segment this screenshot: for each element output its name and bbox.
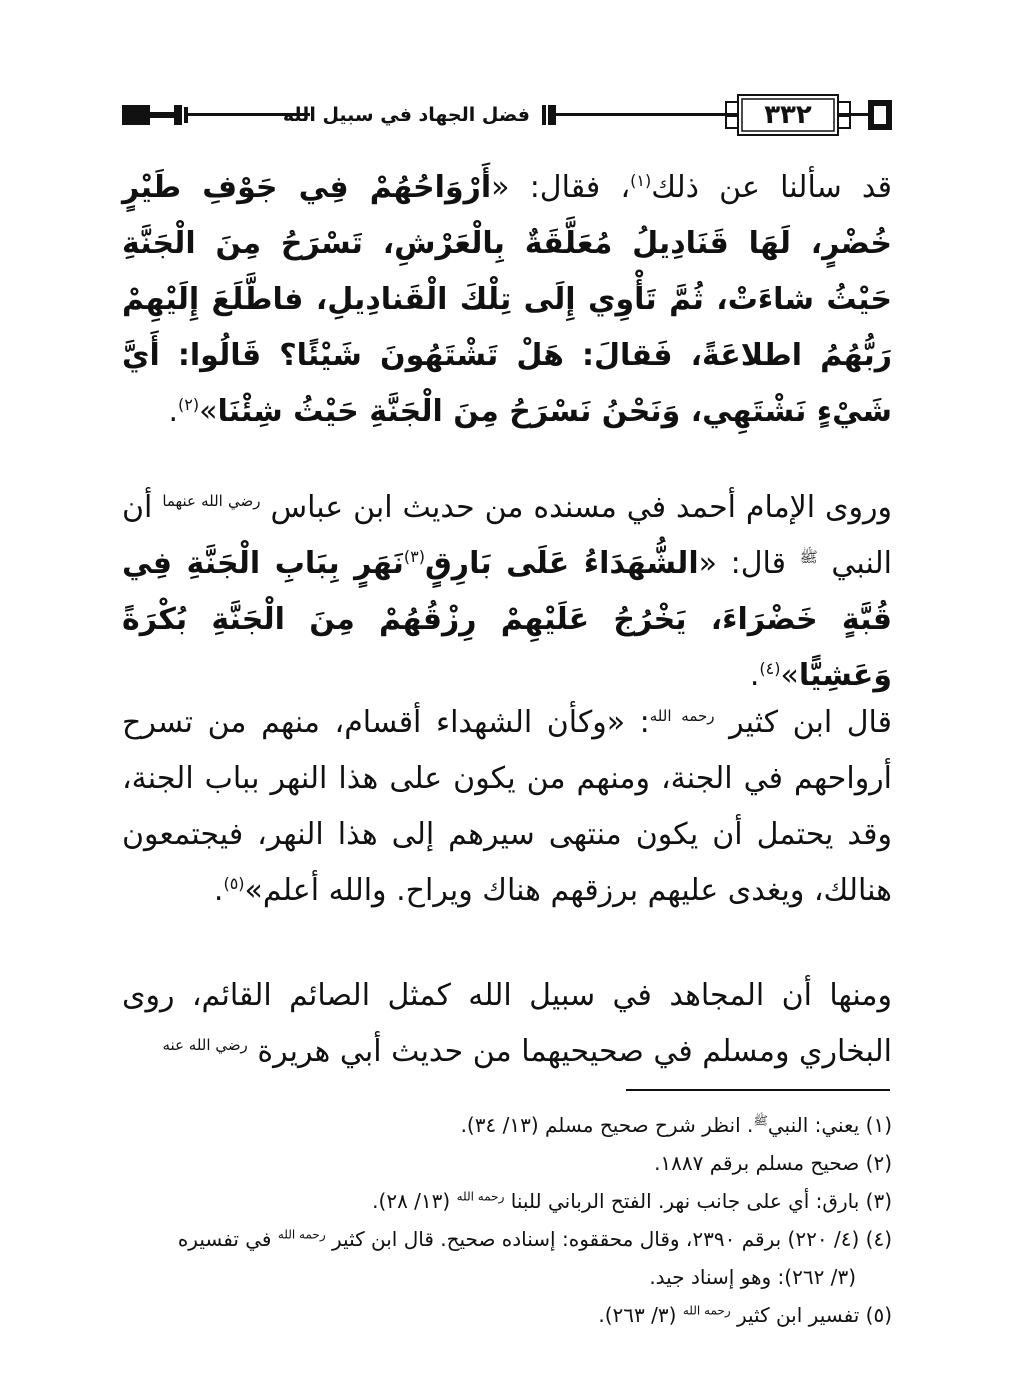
footnote-number: (٤): [865, 1227, 892, 1251]
footnote-5: [122, 1296, 892, 1334]
footnote-text: تفسير ابن كثير: [736, 1303, 860, 1327]
honorific-radiallahu-anhuma: رضي الله عنهما: [162, 492, 261, 510]
p1-end: .: [168, 394, 178, 429]
footnote-number: (١): [865, 1113, 892, 1137]
footnote-4: [122, 1220, 892, 1296]
footnote-text: (٤/ ٢٢٠) برقم ٢٣٩٠، وقال محققوه: إسناده صحيح. قال ابن كثير: [332, 1227, 860, 1251]
honorific-rahimahullah: رحمه الله: [649, 707, 715, 725]
p2-said: قال: «: [698, 546, 786, 581]
p2-intro: وروى الإمام أحمد في مسنده من حديث ابن عباس: [270, 490, 892, 525]
footnote-text: . انظر شرح صحيح مسلم (١٣/ ٣٤).: [460, 1113, 754, 1137]
p2-close: »: [780, 658, 799, 693]
p1-said: ، فقال: «: [491, 170, 631, 205]
p4-text: ومنها أن المجاهد في سبيل الله كمثل الصائم القائم، روى البخاري ومسلم في صحيحيهما من حديث أبي هريرة: [122, 978, 892, 1069]
p2-quote-b: نَهَرٍ بِبَابِ الْجَنَّةِ فِي قُبَّةٍ خَضْرَاءَ، يَخْرُجُ عَلَيْهِمْ رِزْقُهُمْ مِنَ الْجَنَّةِ بُكْرَةً وَعَشِيًّا: [122, 546, 892, 693]
footnote-text: في تفسيره: [177, 1227, 272, 1251]
honorific-salla-allahu: ﷺ: [799, 548, 818, 566]
footnote-ref-4[interactable]: (٤): [759, 659, 781, 678]
footnote-text: (٣/ ٢٦٣).: [598, 1303, 677, 1327]
footnote-continuation: (٣/ ٢٦٢): وهو إسناد جيد.: [649, 1265, 856, 1289]
p2-quote-a: الشُّهَدَاءُ عَلَى بَارِقٍ: [424, 546, 699, 581]
running-header: [122, 92, 892, 138]
p1-close: »: [199, 394, 218, 429]
footnote-number: (٢): [865, 1151, 892, 1175]
footnote-ref-2[interactable]: (٢): [177, 395, 200, 414]
footnote-text: بارق: أي على جانب نهر. الفتح الرباني للبنا: [510, 1189, 860, 1213]
footnote-1: [122, 1106, 892, 1144]
footnote-honorific: رحمه الله: [682, 1303, 731, 1318]
footnote-ref-3[interactable]: (٣): [403, 547, 425, 566]
footnote-2: [122, 1144, 892, 1182]
paragraph-hadith-birds: [122, 160, 892, 440]
footnote-ref-1[interactable]: (١): [630, 171, 652, 190]
footnote-honorific: ﷺ: [753, 1113, 768, 1128]
paragraph-ibn-kathir: [122, 695, 892, 919]
p3-end: .: [213, 873, 224, 908]
footnote-ref-5[interactable]: (٥): [223, 874, 245, 893]
footnote-text: صحيح مسلم برقم ١٨٨٧.: [654, 1151, 860, 1175]
paragraph-mujahid-fasting: [122, 968, 892, 1080]
paragraph-ahmad-hadith: [122, 480, 892, 704]
p2-end: .: [749, 658, 760, 693]
footnotes: [122, 1106, 892, 1334]
footnote-3: [122, 1182, 892, 1220]
p3-intro: قال ابن كثير: [729, 705, 892, 740]
page-number: ٣٣٢: [764, 100, 812, 130]
footnote-number: (٥): [865, 1303, 892, 1327]
p1-intro: قد سألنا عن ذلك: [651, 170, 892, 205]
p3-text: : «وكأن الشهداء أقسام، منهم من تسرح أرواحهم في الجنة، ومنهم من يكون على هذا النهر بباب الجنة، وقد يحتمل أن يكون منتهى سيرهم إلى هذا النهر، فيجتمعون هنالك، ويغدى عليهم برزقهم هناك ويراح. والله أعلم»: [122, 705, 892, 908]
footnote-text: يعني: النبي: [767, 1113, 860, 1137]
honorific-radiallahu-anhu: رضي الله عنه: [162, 1036, 248, 1054]
footnote-number: (٣): [865, 1189, 892, 1213]
footnote-text: (١٣/ ٢٨).: [372, 1189, 451, 1213]
p1-quote: أَرْوَاحُهُمْ فِي جَوْفِ طَيْرٍ خُضْرٍ، لَهَا قَنَادِيلُ مُعَلَّقَةٌ بِالْعَرْشِ، تَسْرَحُ مِنَ الْجَنَّةِ حَيْثُ شاءَتْ، ثُمَّ تَأْوِي إِلَى تِلْكَ الْقَنادِيلِ، فاطَّلَعَ إِلَيْهِمْ رَبُّهُمُ اطلاعَةً، فَقالَ: هَلْ تَشْتَهُونَ شَيْئًا؟ قَالُوا: أَيَّ شَيْءٍ نَشْتَهِي، وَنَحْنُ نَسْرَحُ مِنَ الْجَنَّةِ حَيْثُ شِئْنَا: [122, 170, 892, 429]
footnote-divider: [626, 1089, 890, 1091]
footnote-honorific: رحمه الله: [456, 1189, 505, 1204]
footnote-honorific: رحمه الله: [277, 1227, 326, 1242]
header-title: فضل الجهاد في سبيل الله: [282, 104, 530, 126]
p2-mid: أن النبي: [122, 490, 892, 581]
